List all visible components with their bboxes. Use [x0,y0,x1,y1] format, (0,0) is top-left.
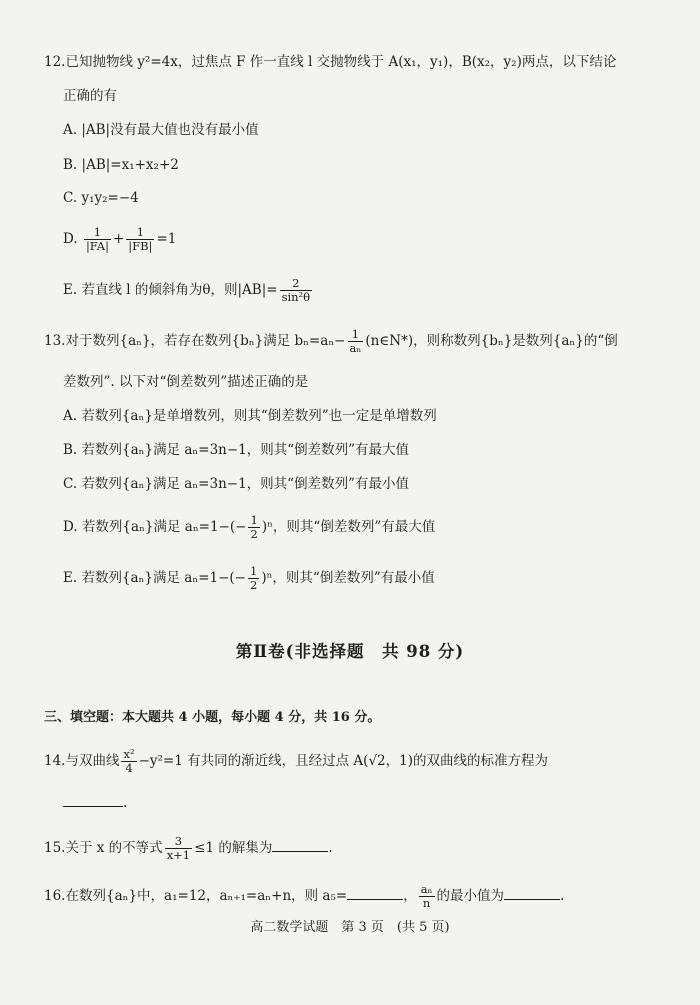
fraction [248,514,259,541]
fill-in-heading: 三、填空题：本大题共 4 小题，每小题 4 分，共 16 分。 [44,710,381,725]
option-text: y₁y₂=−4 [81,190,139,206]
fraction [126,226,154,253]
option-label: C. [63,190,78,206]
fraction [280,277,313,304]
answer-blank[interactable] [504,885,560,900]
option-label: C. [63,476,78,492]
answer-blank[interactable] [272,837,328,852]
q12-stem-line2: 正确的有 [63,88,117,104]
page-footer: 高二数学试题 第 3 页 (共 5 页) [250,920,450,935]
q13-option-a [63,406,437,426]
q13-option-d [63,514,435,541]
q16-separator: ， [403,888,417,904]
q13-stem-text: (n∈N*)，则称数列{bₙ}是数列{aₙ}的“倒 [365,333,618,349]
option-label: B. [63,442,78,458]
option-label: A. [63,122,78,138]
fraction-denominator: sin²θ [281,290,311,304]
fraction-numerator: 1 [126,226,154,240]
q12-number: 12. [44,54,66,70]
q12-option-c [63,188,139,208]
fraction [165,835,192,862]
option-text: |AB|没有最大值也没有最小值 [81,122,259,138]
answer-blank[interactable] [347,885,403,900]
q13-stem-line2: 差数列”. 以下对“倒差数列”描述正确的是 [63,374,309,390]
option-text: 若数列{aₙ}满足 aₙ=3n−1，则其“倒差数列”有最小值 [81,476,409,492]
fraction [84,226,111,253]
q12-stem-text: 已知抛物线 y²=4x，过焦点 F 作一直线 l 交抛物线于 A(x₁，y₁)，B(x₂，y₂)两点，以下结论 [65,54,617,70]
plus-sign: + [112,231,125,247]
fraction-denominator: 2 [250,578,258,592]
q15-stem-text: 关于 x 的不等式 [65,840,163,856]
q16-stem-text: 的最小值为 [436,888,505,904]
q14-answer-line: . [63,792,127,813]
fraction-numerator: 3 [165,835,192,849]
option-label: A. [63,408,78,424]
fraction-numerator: 1 [348,328,364,342]
section-title: 第Ⅱ卷(非选择题 共 98 分) [235,642,465,661]
fraction [348,328,364,355]
option-text: |AB|=x₁+x₂+2 [81,157,179,173]
q13-option-c [63,474,409,494]
fraction-denominator: x+1 [166,848,191,862]
q14-stem-text: −y²=1 有共同的渐近线，且经过点 A(√2，1)的双曲线的标准方程为 [138,753,548,769]
fraction-numerator: 1 [250,564,258,578]
fraction-numerator: aₙ [420,882,433,896]
option-text: 若数列{aₙ}满足 aₙ=1−(− [81,570,246,586]
fraction-numerator: 2 [280,277,313,291]
q15-stem [44,835,333,862]
q16-stem [44,883,564,910]
q12-stem-line1 [44,52,616,72]
q13-option-e [63,565,435,592]
option-label: B. [63,157,78,173]
q14-stem-line1 [44,748,548,775]
fraction-denominator: 4 [125,761,133,775]
option-text: 若直线 l 的倾斜角为θ，则|AB|= [81,282,278,298]
q16-end: . [560,888,565,904]
fraction-numerator: 1 [84,226,111,240]
fraction-denominator: |FA| [85,239,109,253]
q13-stem-text: 对于数列{aₙ}，若存在数列{bₙ}满足 bₙ=aₙ− [65,333,346,349]
q13-stem-line1 [44,328,618,355]
option-text: )ⁿ，则其“倒差数列”有最小值 [261,570,435,586]
fraction [121,748,136,775]
option-label: D. [63,231,78,247]
q12-option-b [63,155,179,175]
q14-number: 14. [44,753,66,769]
option-label: E. [63,570,78,586]
option-text: 若数列{aₙ}是单增数列，则其“倒差数列”也一定是单增数列 [81,408,437,424]
option-text: 若数列{aₙ}满足 aₙ=1−(− [81,519,247,535]
fraction-numerator: 1 [250,513,258,527]
option-text: )ⁿ，则其“倒差数列”有最大值 [261,519,436,535]
fraction-denominator: n [422,896,431,910]
q15-number: 15. [44,840,66,856]
q13-option-b [63,440,409,460]
q16-number: 16. [44,888,66,904]
answer-blank[interactable] [63,792,123,807]
q16-stem-text: 在数列{aₙ}中，a₁=12，aₙ₊₁=aₙ+n，则 a₅= [65,888,348,904]
fraction [248,565,259,592]
q14-stem-text: 与双曲线 [65,753,120,769]
q15-stem-text: ≤1 的解集为 [194,840,273,856]
fraction-denominator: 2 [250,527,258,541]
fraction-denominator: aₙ [349,341,362,355]
option-tail: =1 [156,231,177,247]
fraction [419,883,435,910]
fraction-numerator: x² [123,747,135,761]
q12-option-e [63,277,314,304]
option-label: D. [63,519,78,535]
q12-option-d [63,226,176,253]
fraction-denominator: |FB| [128,239,153,253]
q13-number: 13. [44,333,66,349]
option-text: 若数列{aₙ}满足 aₙ=3n−1，则其“倒差数列”有最大值 [81,442,410,458]
q12-option-a [63,120,259,140]
option-label: E. [63,282,78,298]
q15-end: . [328,840,333,856]
